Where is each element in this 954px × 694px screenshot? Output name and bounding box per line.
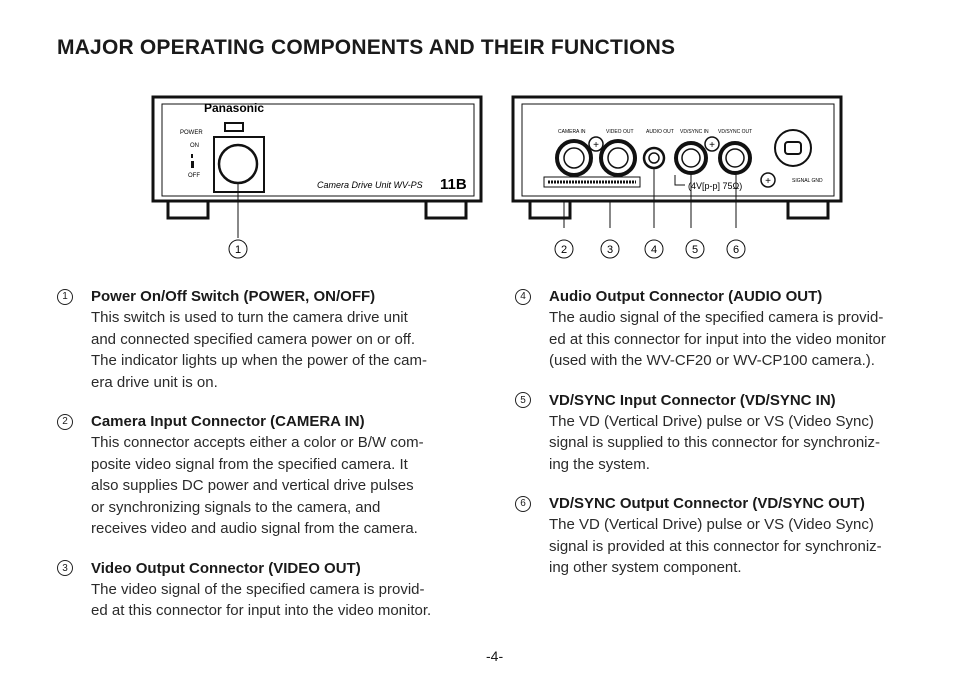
item-heading: Power On/Off Switch (POWER, ON/OFF) (91, 288, 376, 305)
item-power-switch (57, 288, 482, 393)
item-line: ed at this connector for input into the video monitor. (91, 602, 432, 619)
page-title: MAJOR OPERATING COMPONENTS AND THEIR FUNCTIONS (57, 36, 676, 59)
item-line: and connected specified camera power on or off. (91, 330, 416, 348)
on-label: ON (190, 143, 199, 149)
item-line: The VD (Vertical Drive) pulse or VS (Video Sync) (549, 516, 874, 533)
item-line: (used with the WV-CF20 or WV-CP100 camera.). (549, 352, 875, 369)
item-video-out (57, 560, 482, 622)
off-label: OFF (188, 173, 200, 179)
item-vdsync-out (515, 495, 940, 579)
callout-3: 3 (606, 244, 614, 256)
power-label: POWER (180, 130, 203, 136)
item-number: 4 (515, 289, 531, 305)
svg-text:+: + (709, 140, 715, 151)
item-heading: VD/SYNC Input Connector (VD/SYNC IN) (549, 391, 836, 409)
page-number: -4- (486, 648, 504, 664)
audio-out-label: AUDIO OUT (646, 129, 674, 135)
item-line: ing other system component. (549, 559, 742, 576)
item-line: The audio signal of the specified camera is provid- (549, 309, 884, 326)
vdsync-in-label: VD/SYNC IN (680, 129, 709, 135)
item-heading: Camera Input Connector (CAMERA IN) (91, 413, 365, 430)
callout-6: 6 (732, 244, 740, 256)
item-line: The VD (Vertical Drive) pulse or VS (Video Sync) (549, 412, 874, 430)
item-line: The video signal of the specified camera is provid- (91, 580, 425, 598)
item-line: receives video and audio signal from the camera. (91, 520, 418, 537)
model-text: Camera Drive Unit WV-PS (317, 180, 423, 190)
brand-logo: Panasonic (204, 101, 265, 115)
impedance-label: (4V[p-p] 75Ω) (688, 181, 743, 191)
item-heading: Audio Output Connector (AUDIO OUT) (549, 288, 823, 305)
power-switch-icon (219, 145, 257, 183)
signal-gnd-label: SIGNAL GND (792, 178, 823, 184)
item-heading: Video Output Connector (VIDEO OUT) (91, 559, 361, 577)
item-line: signal is supplied to this connector for synchroniz- (549, 434, 880, 451)
item-vdsync-in (515, 392, 940, 476)
rear-panel-diagram (510, 92, 845, 272)
callout-2: 2 (560, 244, 568, 256)
item-line: This switch is used to turn the camera drive unit (91, 309, 408, 326)
item-heading: VD/SYNC Output Connector (VD/SYNC OUT) (549, 495, 865, 512)
right-column (515, 288, 940, 599)
callout-1: 1 (234, 244, 242, 256)
item-line: posite video signal from the specified camera. It (91, 455, 408, 473)
item-number: 3 (57, 560, 73, 576)
model-number: 11B (440, 176, 467, 193)
item-number: 2 (57, 414, 73, 430)
camera-in-label: CAMERA IN (558, 129, 586, 135)
item-line: also supplies DC power and vertical drive pulses (91, 477, 414, 494)
callout-4: 4 (650, 244, 658, 256)
item-line: This connector accepts either a color or B/W com- (91, 434, 424, 451)
item-line: ing the system. (549, 455, 650, 473)
item-line: ed at this connector for input into the video monitor (549, 330, 886, 348)
item-line: era drive unit is on. (91, 373, 218, 391)
item-line: signal is provided at this connector for synchroniz- (549, 537, 882, 555)
front-panel-diagram (150, 92, 485, 272)
item-line: The indicator lights up when the power of the cam- (91, 352, 428, 369)
callout-5: 5 (691, 244, 699, 256)
item-number: 6 (515, 496, 531, 512)
item-number: 5 (515, 392, 531, 408)
item-audio-out (515, 288, 940, 372)
item-number: 1 (57, 289, 73, 305)
item-line: or synchronizing signals to the camera, and (91, 498, 381, 516)
vdsync-out-label: VD/SYNC OUT (718, 129, 753, 135)
item-camera-in (57, 413, 482, 540)
svg-text:+: + (765, 176, 771, 187)
left-column (57, 288, 482, 642)
svg-text:+: + (593, 140, 599, 151)
video-out-label: VIDEO OUT (606, 129, 634, 135)
